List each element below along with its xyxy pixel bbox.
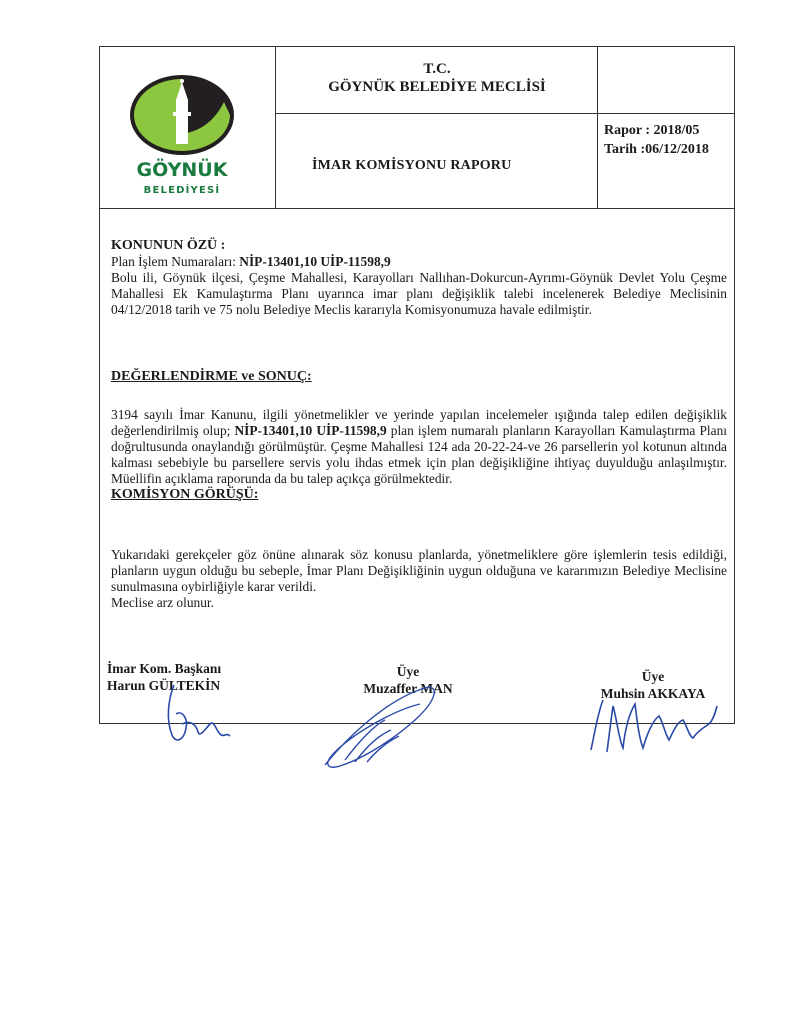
evaluation-plan-numbers: NİP-13401,10 UİP-11598,9 — [234, 423, 387, 438]
subject-heading: KONUNUN ÖZÜ : — [111, 238, 226, 253]
closing-line: Meclise arz olunur. — [111, 595, 214, 610]
evaluation-section — [111, 407, 727, 503]
report-title: İMAR KOMİSYONU RAPORU — [312, 158, 512, 173]
report-number: Rapor : 2018/05 — [604, 123, 700, 138]
signatory-name: Harun GÜLTEKİN — [107, 678, 221, 693]
signatory-name: Muzaffer MAN — [363, 681, 453, 696]
subject-body: Bolu ili, Göynük ilçesi, Çeşme Mahallesi, Karayolları Nallıhan-Dokurcun-Ayrımı-Göynük Devlet Yolu Çeşme Mahallesi Ek Kamulaştırma Planı uyarınca imar planı değişiklik talebi incelenerek Belediye Meclisinin 04/12/2018 tarih ve 75 nolu Belediye Meclis kararıyla Komisyonumuza havale edilmiştir. — [111, 270, 727, 317]
council-name: GÖYNÜK BELEDİYE MECLİSİ — [328, 79, 546, 95]
header-title — [278, 60, 596, 96]
evaluation-heading: DEĞERLENDİRME ve SONUÇ: — [111, 369, 312, 384]
header-divider-top — [275, 113, 735, 114]
opinion-heading: KOMİSYON GÖRÜŞÜ: — [111, 487, 259, 502]
signature-member-2 — [585, 690, 725, 760]
tc-label: T.C. — [423, 61, 451, 77]
signature-member-1 — [315, 680, 445, 775]
report-meta — [604, 121, 709, 159]
logo-sub: BELEDİYESİ — [143, 185, 221, 196]
logo-divider — [275, 46, 276, 208]
signatory-name: Muhsin AKKAYA — [600, 686, 706, 701]
evaluation-heading-block — [111, 369, 727, 385]
meta-divider — [597, 46, 598, 208]
signatory-role: İmar Kom. Başkanı — [107, 661, 222, 676]
signatory-role: Üye — [396, 664, 420, 679]
opinion-body: Yukarıdaki gerekçeler göz önüne alınarak söz konusu planlarda, yönetmeliklere göre işlemlerin tesis edildiği, planların uygun olduğu bu sebeple, İmar Planı Değişikliğinin uygun olduğuna ve kararımızın Belediye Meclisine sunulmasına oybirliğiyle karar verildi. — [111, 547, 727, 594]
header-divider-bottom — [99, 208, 735, 209]
subject-section — [111, 238, 727, 318]
evaluation-part1: 3194 sayılı İmar Kanunu, ilgili yönetmelikler ve yerinde yapılan incelemeler ışığında talep edilen değişiklik değerlendirilmiş olup; — [111, 407, 727, 438]
report-date: Tarih :06/12/2018 — [604, 142, 709, 157]
signature-chair — [160, 680, 240, 750]
evaluation-part2: plan işlem numaralı planların Karayolları Kamulaştırma Planı doğrultusunda onaylandığı görülmüştür. Çeşme Mahallesi 124 ada 20-22-24-ve 26 parsellerin yol kotunun altında kalması sebebiyle bu parsellere servis yolu ihdas etmek için plan değişikliğine ihtiyaç duyulduğu anlaşılmıştır. Müellifin açıklama raporunda da bu talep açıkça görülmektedir. — [111, 423, 728, 486]
plan-numbers-line — [111, 254, 727, 270]
goynuk-municipality-logo — [120, 72, 245, 200]
plan-label: Plan İşlem Numaraları: — [111, 254, 240, 269]
signatory-role: Üye — [641, 669, 665, 684]
evaluation-body — [111, 407, 727, 487]
logo-name: GÖYNÜK — [136, 159, 228, 181]
plan-numbers: NİP-13401,10 UİP-11598,9 — [239, 254, 391, 269]
opinion-section — [111, 547, 727, 611]
